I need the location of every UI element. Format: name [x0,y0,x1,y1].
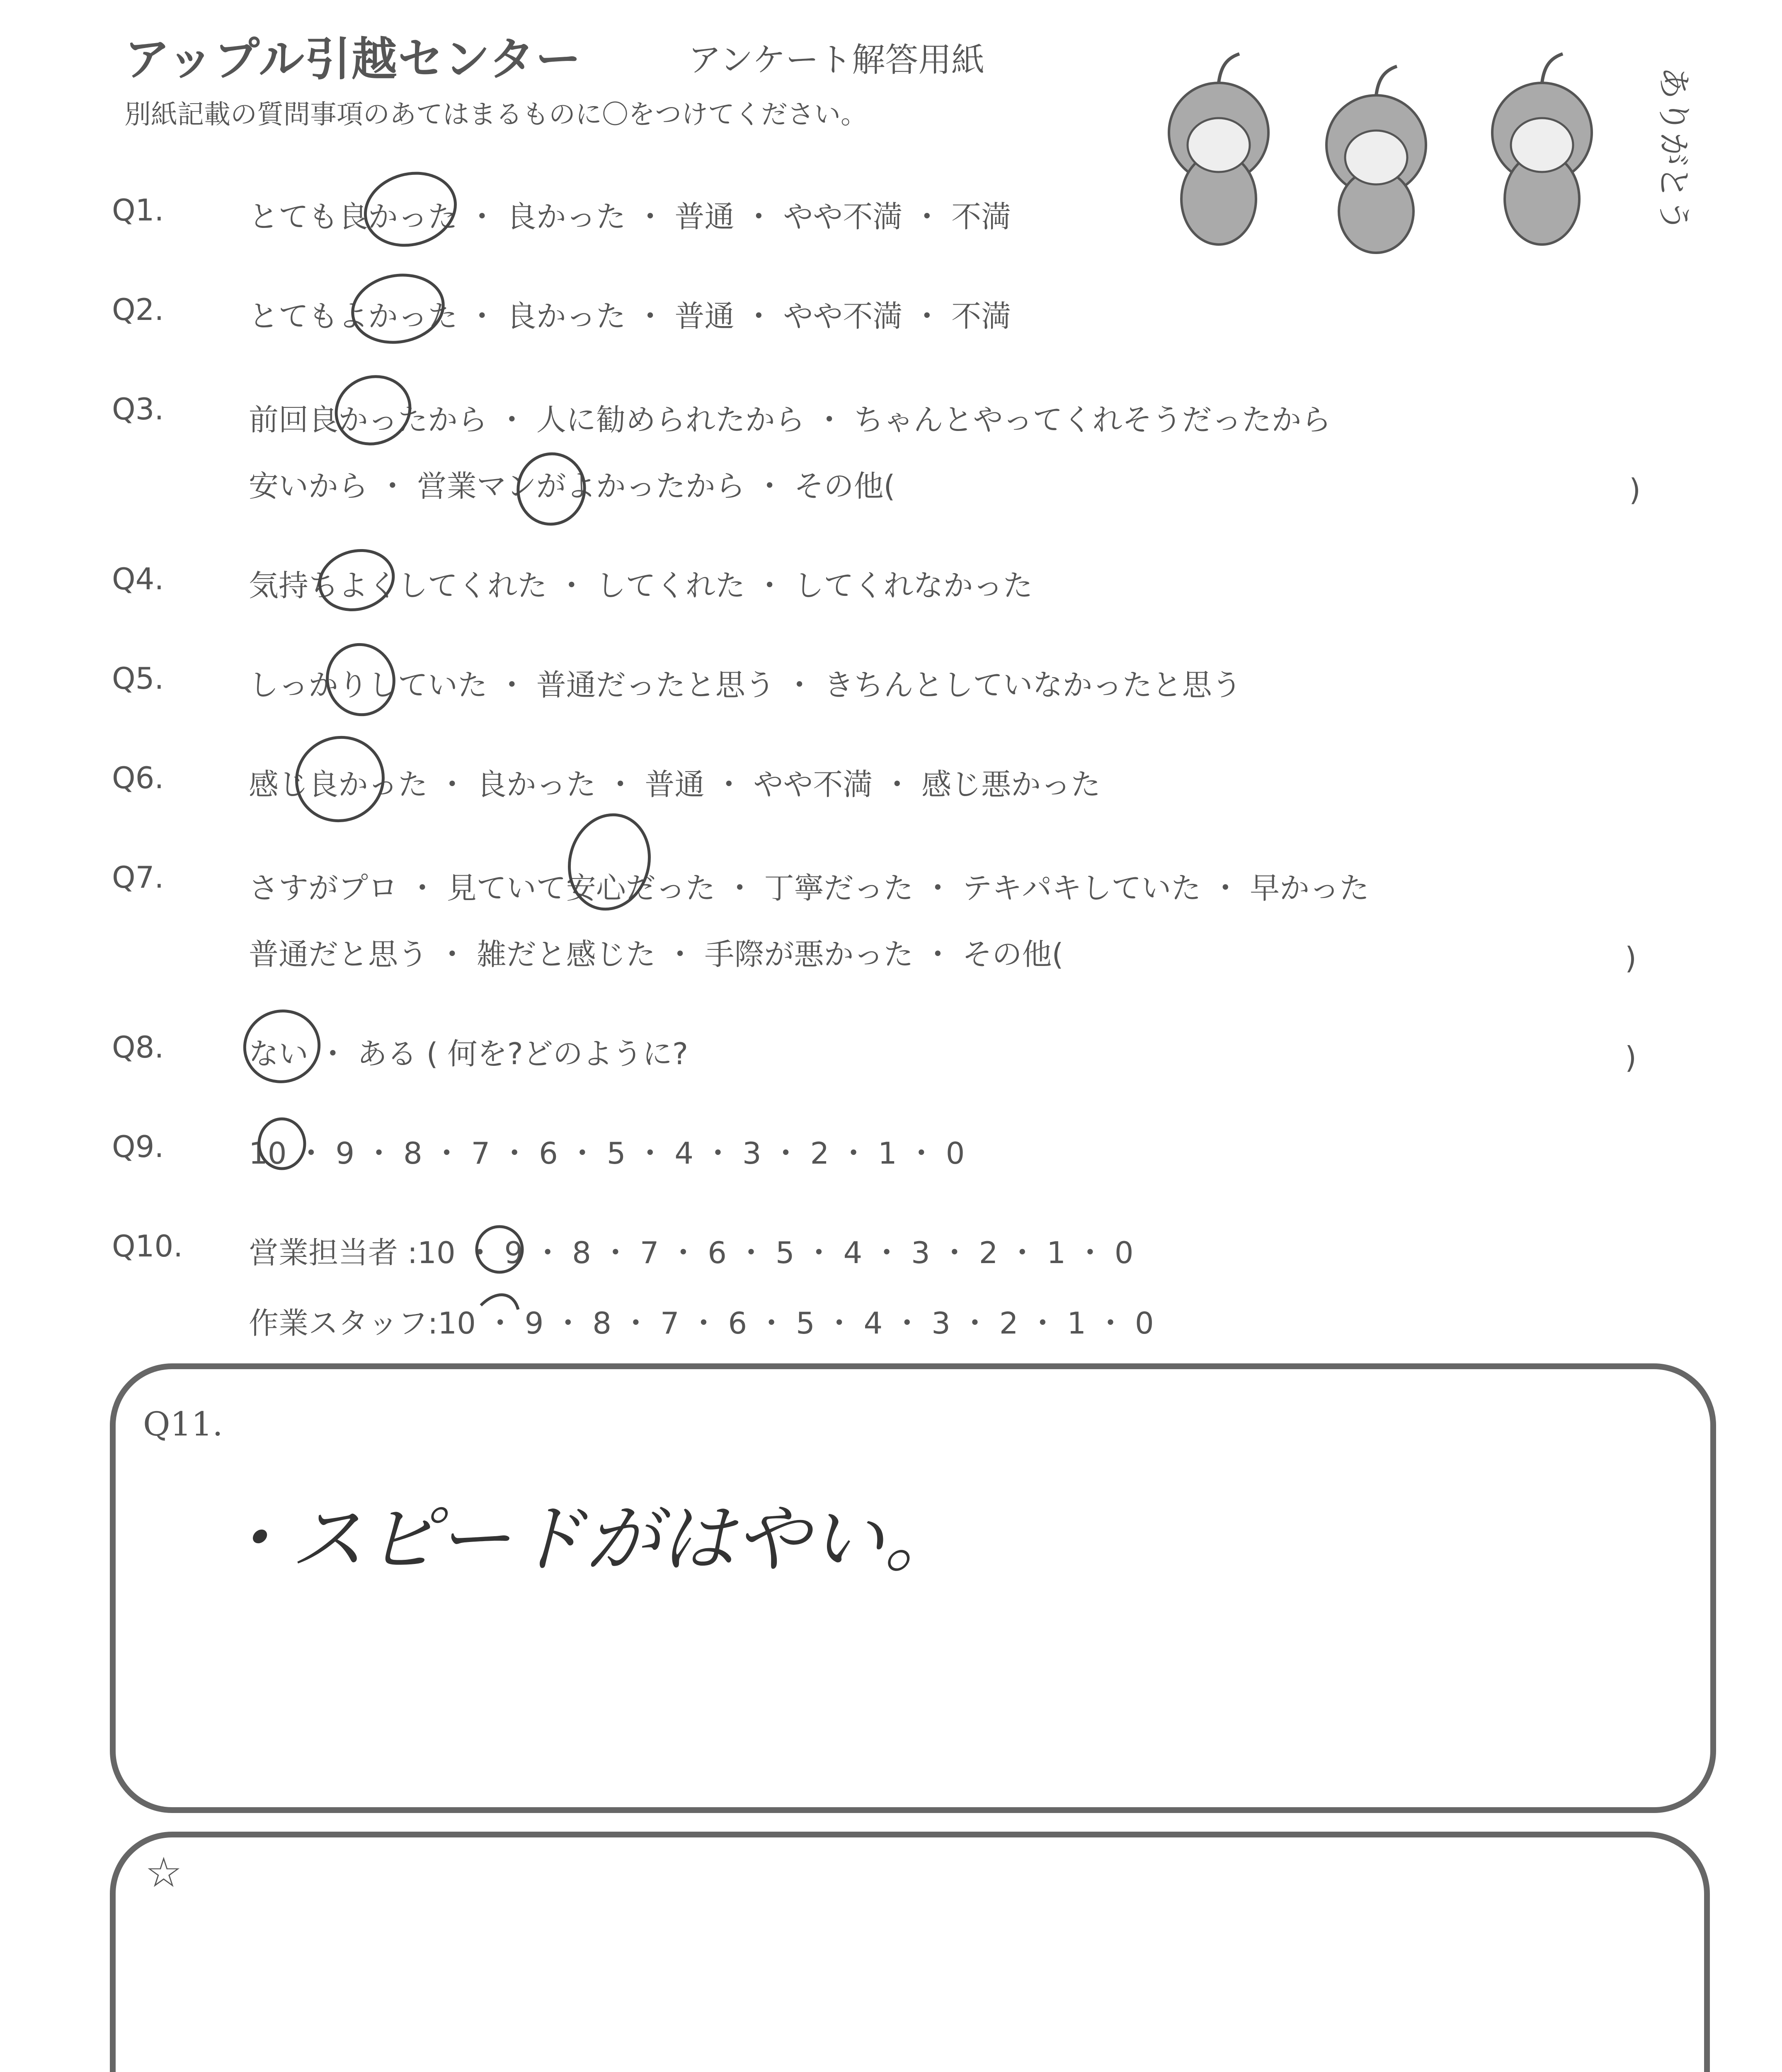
question-options[interactable]: 気持ちよくしてくれた ・ してくれた ・ してくれなかった [249,568,1033,603]
answer-check [481,1295,518,1310]
answer-circle [477,1227,522,1272]
q11-label: Q11. [143,1405,223,1443]
question-number: Q3. [112,392,164,426]
question-number: Q5. [112,661,164,696]
question-number: Q1. [112,193,164,228]
instruction-text: 別紙記載の質問事項のあてはまるものに〇をつけてください。 [124,99,867,130]
answer-circle [559,806,659,918]
question-number: Q2. [112,292,164,327]
close-paren: ) [1625,1040,1637,1075]
close-paren: ) [1629,472,1641,507]
answer-circle [347,268,449,349]
question-options[interactable]: 感じ良かった ・ 良かった ・ 普通 ・ やや不満 ・ 感じ悪かった [249,767,1101,802]
form-title: アップル引越センター [124,33,582,86]
answer-circle [357,163,464,255]
q11-box [110,1363,1716,1813]
question-number: Q6. [112,760,164,795]
question-options[interactable]: さすがプロ ・ 見ていて安心だった ・ 丁寧だった ・ テキパキしていた ・ 早かった [249,871,1370,905]
answer-circle [259,1119,305,1169]
form-subtitle: アンケート解答用紙 [688,41,985,79]
question-options[interactable]: ない ・ ある ( 何を?どのように? [249,1036,689,1071]
answer-circle [327,366,419,454]
q11-answer[interactable]: ・スピードがはやい。 [216,1496,959,1583]
answer-circle [512,448,590,529]
question-options[interactable]: 作業スタッフ:10 ・ 9 ・ 8 ・ 7 ・ 6 ・ 5 ・ 4 ・ 3 ・ 2 ・ 1 ・ 0 [249,1306,1154,1341]
question-options[interactable]: しっかりしていた ・ 普通だったと思う ・ きちんとしていなかったと思う [249,668,1242,702]
answer-circle [320,637,402,722]
question-options[interactable]: 営業担当者 :10 ・ 9 ・ 8 ・ 7 ・ 6 ・ 5 ・ 4 ・ 3 ・ 2 ・ 1 ・ 0 [249,1235,1134,1270]
question-options[interactable]: 普通だと思う ・ 雑だと感じた ・ 手際が悪かった ・ その他( [249,937,1064,972]
answer-circle [285,725,395,833]
mascot-caption: ありがとう [1654,66,1693,232]
question-number: Q10. [112,1229,183,1264]
question-number: Q4. [112,562,164,596]
question-options[interactable]: とても良かった ・ 良かった ・ 普通 ・ やや不満 ・ 不満 [249,199,1011,234]
question-number: Q8. [112,1030,164,1065]
answer-circle [237,1003,327,1090]
question-options[interactable]: 前回良かったから ・ 人に勧められたから ・ ちゃんとやってくれそうだったから [249,402,1331,437]
question-options[interactable]: 10 ・ 9 ・ 8 ・ 7 ・ 6 ・ 5 ・ 4 ・ 3 ・ 2 ・ 1 ・ 0 [249,1136,965,1171]
question-number: Q7. [112,860,164,895]
comment-box [110,1832,1710,2072]
close-paren: ) [1625,941,1637,975]
star-icon: ☆ [145,1848,182,1897]
question-options[interactable]: 安いから ・ 営業マンがよかったから ・ その他( [249,469,895,503]
question-number: Q9. [112,1129,164,1164]
answer-circle [313,542,400,618]
question-options[interactable]: とてもよかった ・ 良かった ・ 普通 ・ やや不満 ・ 不満 [249,299,1011,334]
